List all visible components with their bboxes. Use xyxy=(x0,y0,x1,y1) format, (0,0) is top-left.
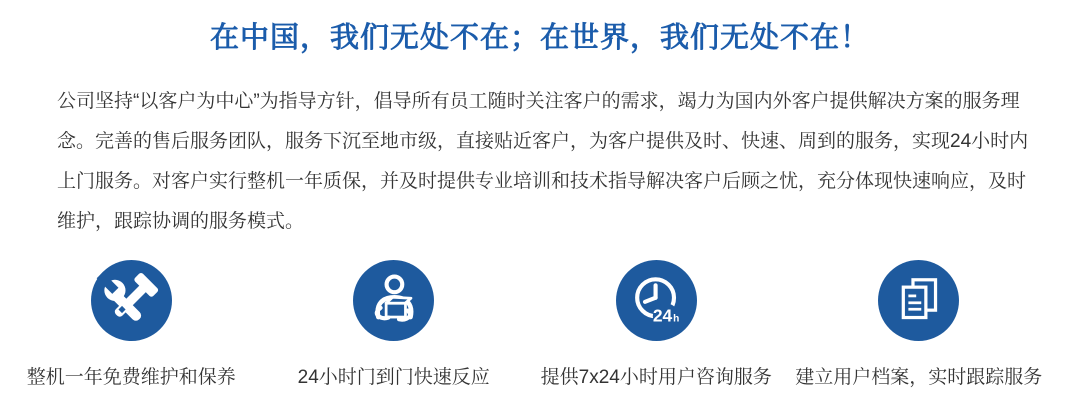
service-label: 建立用户档案，实时跟踪服务 xyxy=(795,367,1043,388)
service-label: 24小时门到门快速反应 xyxy=(297,367,490,388)
service-item-consult-hotline xyxy=(525,260,788,389)
service-item-user-archive xyxy=(788,260,1051,389)
clock-24h-icon xyxy=(616,260,697,341)
wrench-hammer-icon xyxy=(91,260,172,341)
service-label: 整机一年免费维护和保养 xyxy=(26,367,236,388)
service-label: 提供7x24小时用户咨询服务 xyxy=(540,367,772,388)
services-row xyxy=(0,260,1080,389)
badge-h-text: h xyxy=(672,313,680,325)
service-item-free-maintenance xyxy=(0,260,263,389)
service-item-door-to-door xyxy=(263,260,526,389)
badge-24-text: 24 xyxy=(652,305,673,326)
intro-paragraph: 公司坚持“以客户为中心”为指导方针，倡导所有员工随时关注客户的需求，竭力为国内外客户提供解决方案的服务理念。完善的售后服务团队，服务下沉至地市级，直接贴近客户，为客户提供及时、快速、周到的服务，实现24小时内上门服务。对客户实行整机一年质保，并及时提供专业培训和技术指导解决客户后顾之忧，充分体现快速响应，及时维护，跟踪协调的服务模式。 xyxy=(57,91,1029,232)
documents-icon xyxy=(878,260,959,341)
person-box-icon xyxy=(353,260,434,341)
page-title: 在中国，我们无处不在；在世界，我们无处不在！ xyxy=(209,22,870,54)
